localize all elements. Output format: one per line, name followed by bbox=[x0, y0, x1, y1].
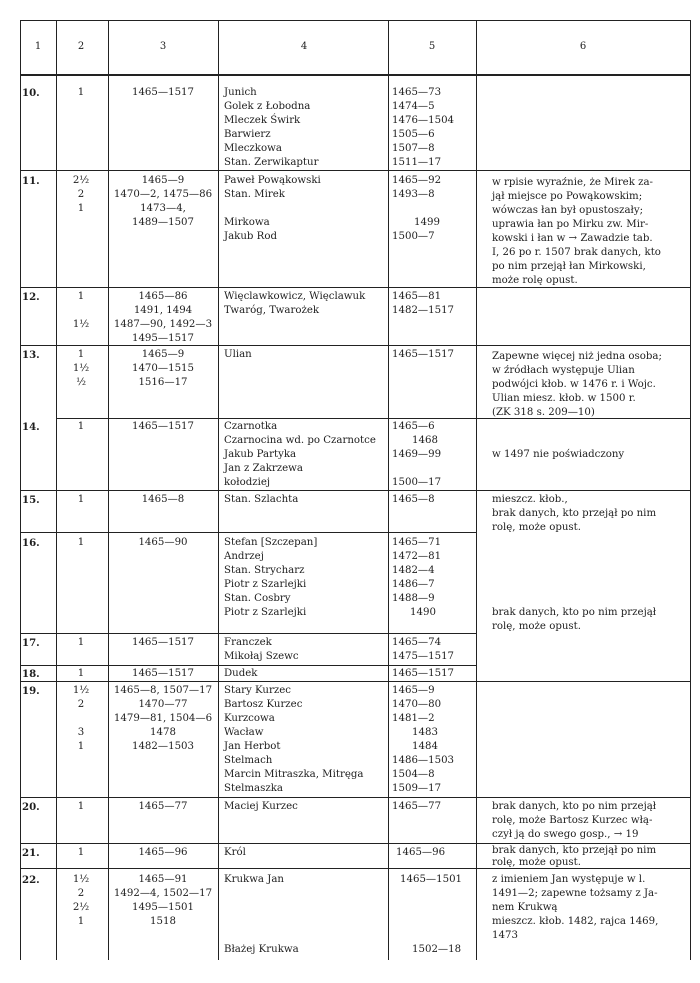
holder: Dudek bbox=[224, 668, 258, 679]
lan-share: ½ bbox=[76, 377, 86, 388]
holder: Mikołaj Szewc bbox=[224, 651, 299, 662]
lan-share: 1½ bbox=[72, 319, 90, 330]
header-col-3: 3 bbox=[159, 41, 167, 52]
row-number: 12. bbox=[22, 291, 40, 303]
holder: Stefan [Szczepan] bbox=[224, 537, 318, 548]
holder-years: 1465—8 bbox=[392, 494, 435, 505]
holder-years: 1511—17 bbox=[392, 157, 442, 168]
note-line: brak danych, kto przejął po nim bbox=[492, 845, 657, 856]
note-line: I, 26 po r. 1507 brak danych, kto bbox=[492, 247, 661, 258]
row-number: 14. bbox=[22, 421, 40, 433]
note-line: rolę, może opust. bbox=[492, 522, 581, 533]
holder: Stan. Mirek bbox=[224, 189, 285, 200]
holder: Wacław bbox=[224, 727, 264, 738]
lan-share: 2½ bbox=[72, 175, 90, 186]
lan-share: 2 bbox=[77, 699, 85, 710]
holder-years: 1475—1517 bbox=[392, 651, 455, 662]
header-col-1: 1 bbox=[34, 41, 42, 52]
note-line: Ulian miesz. kłob. w 1500 r. bbox=[492, 393, 636, 404]
holder: Bartosz Kurzec bbox=[224, 699, 303, 710]
lan-share: 1½ bbox=[72, 874, 90, 885]
holder-years: 1482—4 bbox=[392, 565, 435, 576]
holder-years: 1502—18 bbox=[412, 944, 462, 955]
holder: Piotr z Szarlejki bbox=[224, 579, 307, 590]
note-line: Zapewne więcej niż jedna osoba; bbox=[492, 351, 662, 362]
holder: Franczek bbox=[224, 637, 272, 648]
holder-years: 1499 bbox=[414, 217, 440, 228]
lan-share: 1 bbox=[77, 916, 85, 927]
holder: Czarnocina wd. po Czarnotce bbox=[224, 435, 376, 446]
holder-years: 1493—8 bbox=[392, 189, 435, 200]
note-line: podwójci kłob. w 1476 r. i Wojc. bbox=[492, 379, 656, 390]
holder: Jan z Zakrzewa bbox=[224, 463, 303, 474]
years: 1465—9 bbox=[141, 349, 185, 360]
header-col-2: 2 bbox=[77, 41, 85, 52]
holder-years: 1486—7 bbox=[392, 579, 435, 590]
holder: Król bbox=[224, 847, 246, 858]
row-rule bbox=[20, 665, 477, 666]
note-line: w źródłach występuje Ulian bbox=[492, 365, 635, 376]
holder: Błażej Krukwa bbox=[224, 944, 299, 955]
note-line: mieszcz. kłob. 1482, rajca 1469, bbox=[492, 916, 659, 927]
row-rule bbox=[20, 797, 691, 798]
note-line: (ZK 318 s. 209—10) bbox=[492, 407, 595, 418]
holder-years: 1469—99 bbox=[392, 449, 442, 460]
holder: Stan. Cosbry bbox=[224, 593, 291, 604]
holder-years: 1490 bbox=[410, 607, 436, 618]
holder-years: 1465—6 bbox=[392, 421, 435, 432]
note-line: 1473 bbox=[492, 930, 518, 941]
row-number: 20. bbox=[22, 801, 40, 813]
note-line: w 1497 nie poświadczony bbox=[492, 449, 625, 460]
holder: Stan. Szlachta bbox=[224, 494, 299, 505]
holder: Maciej Kurzec bbox=[224, 801, 298, 812]
holder-years: 1465—9 bbox=[392, 685, 435, 696]
holder: Barwierz bbox=[224, 129, 271, 140]
row-rule bbox=[20, 633, 477, 634]
holder: Piotr z Szarlejki bbox=[224, 607, 307, 618]
holder-years: 1474—5 bbox=[392, 101, 435, 112]
row-number: 17. bbox=[22, 637, 40, 649]
holder: Stelmaszka bbox=[224, 783, 283, 794]
lan-share: 2 bbox=[77, 189, 85, 200]
years: 1465—8, 1507—17 bbox=[113, 685, 213, 696]
header-bottom-rule bbox=[20, 74, 691, 76]
note-line: wówczas łan był opustoszały; bbox=[492, 205, 644, 216]
years: 1465—9 bbox=[141, 175, 185, 186]
note-line: uprawia łan po Mirku zw. Mir- bbox=[492, 219, 649, 230]
note-line: kowski i łan w → Zawadzie tab. bbox=[492, 233, 653, 244]
holder-years: 1465—73 bbox=[392, 87, 442, 98]
holder: Marcin Mitraszka, Mitręga bbox=[224, 769, 364, 780]
row-number: 22. bbox=[22, 874, 40, 886]
years: 1482—1503 bbox=[131, 741, 195, 752]
lan-share: 1 bbox=[77, 291, 85, 302]
row-number: 15. bbox=[22, 494, 40, 506]
holder: Junich bbox=[224, 87, 257, 98]
years: 1516—17 bbox=[138, 377, 188, 388]
holder: Jan Herbot bbox=[224, 741, 281, 752]
row-number: 19. bbox=[22, 685, 40, 697]
years: 1465—86 bbox=[138, 291, 188, 302]
holder-years: 1481—2 bbox=[392, 713, 435, 724]
note-line: 1491—2; zapewne tożsamy z Ja- bbox=[492, 888, 658, 899]
lan-share: 1 bbox=[77, 203, 85, 214]
holder: Mleczkowa bbox=[224, 143, 282, 154]
years: 1495—1517 bbox=[131, 333, 195, 344]
holder-years: 1465—92 bbox=[392, 175, 442, 186]
note-line: czył ją do swego gosp., → 19 bbox=[492, 829, 639, 840]
lan-share: 1 bbox=[77, 87, 85, 98]
lan-share: 1 bbox=[77, 847, 85, 858]
lan-share: 1 bbox=[77, 494, 85, 505]
years: 1465—1517 bbox=[131, 668, 195, 679]
holder: Andrzej bbox=[224, 551, 264, 562]
note-line: z imieniem Jan występuje w l. bbox=[492, 874, 646, 885]
holder: Czarnotka bbox=[224, 421, 278, 432]
years: 1465—1517 bbox=[131, 421, 195, 432]
row-rule bbox=[20, 170, 691, 171]
years: 1473—4, bbox=[140, 203, 186, 214]
years: 1489—1507 bbox=[131, 217, 195, 228]
years: 1465—1517 bbox=[131, 637, 195, 648]
table-top-rule bbox=[20, 20, 691, 21]
holder: Mirkowa bbox=[224, 217, 270, 228]
holder-years: 1465—1501 bbox=[400, 874, 463, 885]
holder: Krukwa Jan bbox=[224, 874, 284, 885]
lan-share: 3 bbox=[77, 727, 85, 738]
holder-years: 1468 bbox=[412, 435, 438, 446]
years: 1470—77 bbox=[138, 699, 188, 710]
holder-years: 1488—9 bbox=[392, 593, 435, 604]
lan-share: 1 bbox=[77, 668, 85, 679]
years: 1465—8 bbox=[141, 494, 185, 505]
lan-share: 1 bbox=[77, 537, 85, 548]
holder-years: 1465—1517 bbox=[392, 668, 455, 679]
holder: Paweł Powąkowski bbox=[224, 175, 321, 186]
years: 1495—1501 bbox=[131, 902, 195, 913]
holder-years: 1505—6 bbox=[392, 129, 435, 140]
note-line: jął miejsce po Powąkowskim; bbox=[492, 191, 643, 202]
row-number: 11. bbox=[22, 175, 40, 187]
holder-years: 1509—17 bbox=[392, 783, 442, 794]
note-line: w rpisie wyraźnie, że Mirek za- bbox=[492, 177, 653, 188]
holder-years: 1507—8 bbox=[392, 143, 435, 154]
holder: Twaróg, Twarożek bbox=[224, 305, 320, 316]
holder: Stan. Strycharz bbox=[224, 565, 305, 576]
holder-years: 1465—96 bbox=[396, 847, 446, 858]
lan-share: 1½ bbox=[72, 363, 90, 374]
holder: Stelmach bbox=[224, 755, 273, 766]
holder-years: 1465—81 bbox=[392, 291, 442, 302]
holder-years: 1465—71 bbox=[392, 537, 442, 548]
note-line: brak danych, kto po nim przejął bbox=[492, 607, 657, 618]
years: 1465—90 bbox=[138, 537, 188, 548]
holder-years: 1504—8 bbox=[392, 769, 435, 780]
note-line: nem Krukwą bbox=[492, 902, 558, 913]
years: 1465—1517 bbox=[131, 87, 195, 98]
years: 1465—91 bbox=[138, 874, 188, 885]
holder: Jakub Partyka bbox=[224, 449, 297, 460]
lan-share: 1 bbox=[77, 741, 85, 752]
note-line: mieszcz. kłob., bbox=[492, 494, 568, 505]
lan-share: 2 bbox=[77, 888, 85, 899]
note-line: brak danych, kto przejął po nim bbox=[492, 508, 657, 519]
holder-years: 1476—1504 bbox=[392, 115, 455, 126]
note-line: rolę, może Bartosz Kurzec włą- bbox=[492, 815, 653, 826]
years: 1465—77 bbox=[138, 801, 188, 812]
holder: Ulian bbox=[224, 349, 252, 360]
lan-share: 2½ bbox=[72, 902, 90, 913]
years: 1518 bbox=[150, 916, 176, 927]
years: 1465—96 bbox=[138, 847, 188, 858]
years: 1492—4, 1502—17 bbox=[113, 888, 213, 899]
note-line: może rolę opust. bbox=[492, 275, 578, 286]
holder-years: 1500—7 bbox=[392, 231, 435, 242]
row-number: 16. bbox=[22, 537, 40, 549]
years: 1470—2, 1475—86 bbox=[113, 189, 213, 200]
note-line: rolę, może opust. bbox=[492, 621, 581, 632]
holder: kołodziej bbox=[224, 477, 271, 488]
holder-years: 1484 bbox=[412, 741, 438, 752]
row-number: 10. bbox=[22, 87, 40, 99]
note-line: rolę, może opust. bbox=[492, 857, 581, 868]
holder: Stary Kurzec bbox=[224, 685, 291, 696]
header-col-4: 4 bbox=[300, 41, 308, 52]
holder-years: 1470—80 bbox=[392, 699, 442, 710]
holder-years: 1500—17 bbox=[392, 477, 442, 488]
lan-share: 1 bbox=[77, 801, 85, 812]
holder-years: 1465—1517 bbox=[392, 349, 455, 360]
header-col-6: 6 bbox=[579, 41, 587, 52]
years: 1487—90, 1492—3 bbox=[113, 319, 213, 330]
holder: Więclawkowicz, Więclawuk bbox=[224, 291, 366, 302]
note-line: brak danych, kto po nim przejął bbox=[492, 801, 657, 812]
holder-years: 1472—81 bbox=[392, 551, 442, 562]
lan-share: 1 bbox=[77, 637, 85, 648]
holder-years: 1482—1517 bbox=[392, 305, 455, 316]
years: 1479—81, 1504—6 bbox=[113, 713, 213, 724]
holder-years: 1483 bbox=[412, 727, 438, 738]
holder: Stan. Zerwikaptur bbox=[224, 157, 319, 168]
row-number: 21. bbox=[22, 847, 40, 859]
years: 1491, 1494 bbox=[133, 305, 193, 316]
holder: Mleczek Świrk bbox=[224, 115, 301, 126]
header-col-5: 5 bbox=[428, 41, 436, 52]
row-number: 13. bbox=[22, 349, 40, 361]
lan-share: 1½ bbox=[72, 685, 90, 696]
row-number: 18. bbox=[22, 668, 40, 680]
years: 1478 bbox=[150, 727, 176, 738]
holder-years: 1465—77 bbox=[392, 801, 442, 812]
holder: Kurzcowa bbox=[224, 713, 275, 724]
lan-share: 1 bbox=[77, 349, 85, 360]
holder: Golek z Łobodna bbox=[224, 101, 311, 112]
row-rule bbox=[20, 532, 477, 533]
holder-years: 1465—74 bbox=[392, 637, 442, 648]
lan-share: 1 bbox=[77, 421, 85, 432]
note-line: po nim przejął łan Mirkowski, bbox=[492, 261, 646, 272]
holder: Jakub Rod bbox=[224, 231, 277, 242]
cell-rule bbox=[218, 490, 388, 491]
holder-years: 1486—1503 bbox=[392, 755, 455, 766]
years: 1470—1515 bbox=[131, 363, 195, 374]
